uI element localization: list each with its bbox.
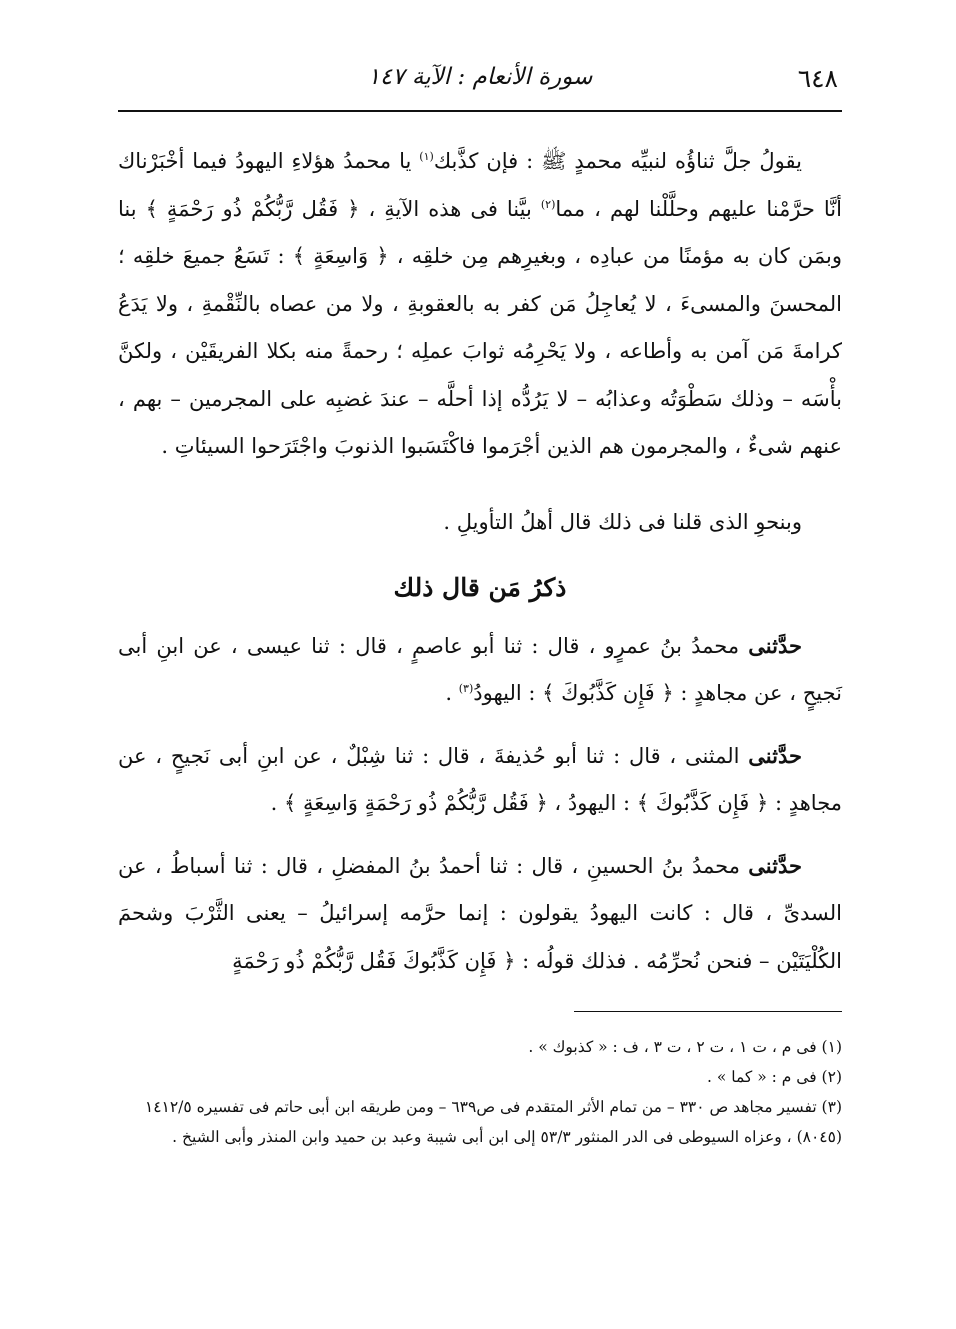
footnote-ref-2: (٢) <box>540 197 556 211</box>
hadith-1 <box>118 622 842 718</box>
hadith-1-lead: حدَّثنى <box>748 632 802 658</box>
hadith-1-end: . <box>445 681 453 705</box>
section-heading: ذكرُ مَن قال ذلك <box>393 573 567 602</box>
footnote-divider <box>574 1011 842 1012</box>
paragraph-1-part-c: بيَّنا فى هذه الآيةِ ، ﴿ فَقُل رَّبُّكُمْ ذُو رَحْمَةٍ ﴾ بنا وبمَن كان به مؤمنًا من عبادِه ، وبغيرِهم مِن خلقِه ، ﴿ وَاسِعَةٍ ﴾ : تَسَعُ جميعَ خلقِه ؛ المحسنَ والمسىءَ ، لا يُعاجِلُ مَن كفر به بالعقوبةِ ، ولا من عصاه بالنِّقْمةِ ، ولا يَدَعُ كرامةَ مَن آمن به وأطاعه ، ولا يَحْرِمُه ثوابَ عملِه ؛ رحمةً منه بكلا الفريقَيْن ، ولكنَّ بأْسَه – وذلك سَطْوَتُه وعذابُه – لا يَرُدُّه إذا أحلَّه – عندَ غضبِه على المجرمين – بهم ، عنهم شىءٌ ، والمجرمون هم الذين أجْرَموا فاكْتَسَبوا الذنوبَ واجْتَرَحوا السيئاتِ . <box>118 196 842 458</box>
footnote-1: (١) فى م ، ت ١ ، ت ٢ ، ت ٣ ، ف : « كذبوك » . <box>528 1038 842 1056</box>
paragraph-2: وبنحوِ الذى قلنا فى ذلك قال أهلُ التأويلِ . <box>443 509 802 534</box>
hadith-3-text: محمدُ بنُ الحسينِ ، قال : ثنا أحمدُ بنُ المفضلِ ، قال : ثنا أسباطُ ، عن السدىِّ ، قال : كانت اليهودُ يقولون : إنما حرَّمه إسرائيلُ – يعنى الثَّرْبَ وشحمَ الكُلْيَتَيْن – فنحن نُحرِّمُه . فذلك قولُه : ﴿ فَإِن كَذَّبُوكَ فَقُل رَّبُّكُمْ ذُو رَحْمَةٍ <box>118 853 842 973</box>
footnotes <box>118 1032 842 1152</box>
footnote-ref-1: (١) <box>419 150 434 163</box>
paragraph-1-part-b: يا محمدُ هؤلاءِ اليهودُ فيما أخْبَرْناك أنَّا حرَّمْنا عليهم وحلَّلْنا لهم ، مما <box>118 149 842 221</box>
hadith-3-lead: حدَّثنى <box>748 852 802 878</box>
hadith-2 <box>118 732 842 828</box>
paragraph-1-part-a: يقولُ جلَّ ثناؤُه لنبيِّه محمدٍ ﷺ : فإن كذَّبك <box>433 149 802 173</box>
hadith-2-lead: حدَّثنى <box>748 742 802 768</box>
book-page <box>118 52 842 1152</box>
footnote-3: (٣) تفسير مجاهد ص ٣٣٠ – من تمام الأثر المتقدم فى ص٦٣٩ – ومن طريقه ابن أبى حاتم فى تفسيره ١٤١٢/٥ (٨٠٤٥) ، وعزاه السيوطى فى الدر المنثور ٥٣/٣ إلى ابن أبى شيبة وعبد بن حميد وابن المنذر وأبى الشيخ . <box>144 1098 842 1146</box>
running-title: سورة الأنعام : الآية ١٤٧ <box>367 64 593 90</box>
footnote-ref-3: (٣) <box>458 682 474 695</box>
main-text <box>118 138 842 985</box>
footnote-2: (٢) فى م : « كما » . <box>706 1068 842 1086</box>
hadith-1-text: محمدُ بنُ عمرٍو ، قال : ثنا أبو عاصمٍ ، قال : ثنا عيسى ، عن ابنِ أبى نَجيحٍ ، عن مجاهدٍ : ﴿ فَإِن كَذَّبُوكَ ﴾ : اليهودُ <box>118 633 842 705</box>
page-header <box>118 52 842 112</box>
paragraph-1 <box>118 138 842 471</box>
hadith-2-text: المثنى ، قال : ثنا أبو حُذيفةَ ، قال : ثنا شِبْلٌ ، عن ابنِ أبى نَجيحٍ ، عن مجاهدٍ : ﴿ فَإِن كَذَّبُوكَ ﴾ : اليهودُ ، ﴿ فَقُل رَّبُّكُمْ ذُو رَحْمَةٍ وَاسِعَةٍ ﴾ . <box>118 743 842 815</box>
page-number: ٦٤٨ <box>797 64 838 93</box>
hadith-3 <box>118 842 842 986</box>
